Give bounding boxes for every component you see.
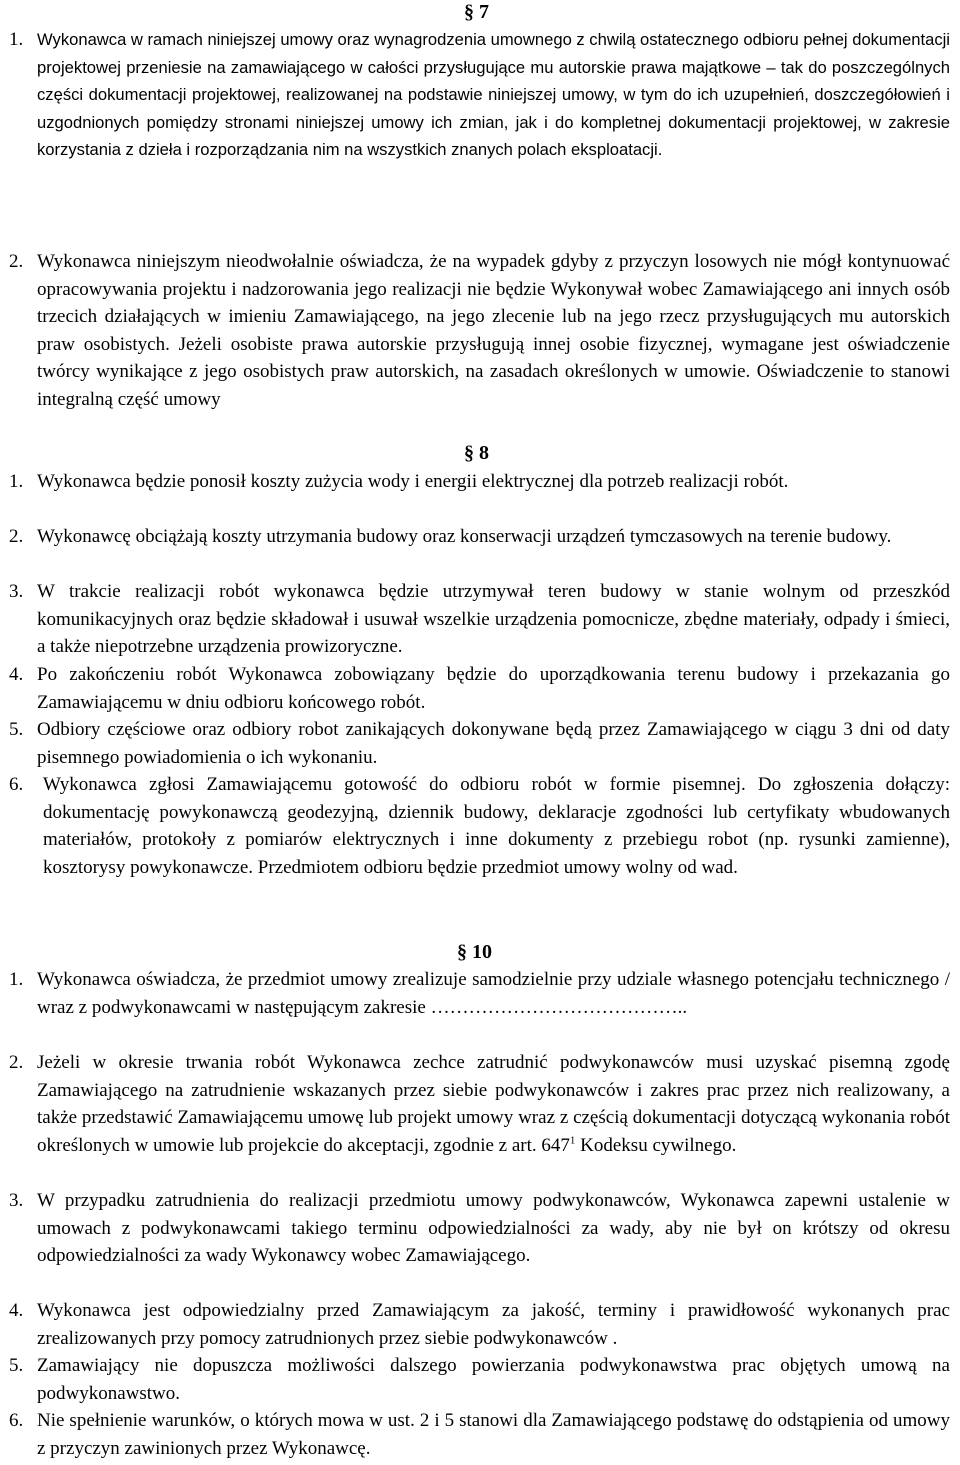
item-text [37,248,950,413]
paragraph-10-3 [9,1187,950,1270]
paragraph-7-1 [9,26,950,164]
item-text-part-b: Jeżeli osobiste prawa autorskie przysługują innej osobie fizycznej, wymagane jest oświadczenie twórcy wynikające z jego osobistych praw autorskich, na zasadach określonych w umowie. [37,333,950,382]
paragraph-10-5 [9,1352,950,1407]
item-text: Wykonawcę obciążają koszty utrzymania budowy oraz konserwacji urządzeń tymczasowych na terenie budowy. [37,526,892,547]
paragraph-8-4 [9,661,950,716]
section-heading-10: § 10 [457,941,492,963]
paragraph-8-5 [9,716,950,771]
item-number: 1. [9,29,24,50]
item-number: 5. [9,719,24,740]
paragraph-7-2 [9,248,950,413]
article-superscript: 1 [569,1134,576,1147]
paragraph-10-2 [9,1049,950,1159]
paragraph-10-6 [9,1407,950,1462]
paragraph-10-4 [9,1297,950,1352]
item-text: W przypadku zatrudnienia do realizacji przedmiotu umowy podwykonawców, Wykonawca zapewni ustalenie w umowach z podwykonawcami takiego terminu odpowiedzialności za wady, aby nie był on krótszy od okresu odpowiedzialności za wady Wykonawcy wobec Zamawiającego. [37,1190,950,1266]
item-number: 2. [9,251,24,272]
item-text [37,1049,950,1159]
item-number: 6. [9,1410,24,1431]
item-number: 5. [9,1355,24,1376]
item-text: Zamawiający nie dopuszcza możliwości dalszego powierzania podwykonawstwa prac objętych umową na podwykonawstwo. [37,1355,950,1404]
item-text: Wykonawca oświadcza, że przedmiot umowy zrealizuje samodzielnie przy udziale własnego potencjału technicznego / wraz z podwykonawcami w następującym zakresie ………………………………….. [37,969,950,1018]
item-text: Po zakończeniu robót Wykonawca zobowiązany będzie do uporządkowania terenu budowy i przekazania go Zamawiającemu w dniu odbioru końcowego robót. [37,664,950,713]
item-number: 1. [9,471,24,492]
item-text: Odbiory częściowe oraz odbiory robot zanikających dokonywane będą przez Zamawiającego w ciągu 3 dni od daty pisemnego powiadomienia o ich wykonaniu. [37,719,950,768]
item-number: 6. [9,774,24,795]
item-text: Nie spełnienie warunków, o których mowa w ust. 2 i 5 stanowi dla Zamawiającego podstawę do odstąpienia od umowy z przyczyn zawinionych przez Wykonawcę. [37,1410,950,1459]
item-text-part-c: Oświadczenie to stanowi integralną część umowy [37,361,951,410]
section-heading-8: § 8 [464,442,489,464]
section-heading-7: § 7 [464,1,489,23]
paragraph-10-1 [9,966,950,1021]
paragraph-8-2 [9,523,950,551]
item-text: W trakcie realizacji robót wykonawca będzie utrzymywał teren budowy w stanie wolnym od przeszkód komunikacyjnych oraz będzie składował i usuwał wszelkie urządzenia pomocnicze, zbędne materiały, odpady i śmieci, a także niepotrzebne urządzenia prowizoryczne. [37,581,950,657]
item-number: 2. [9,1052,24,1073]
item-number: 4. [9,664,24,685]
paragraph-8-6 [9,771,950,881]
item-number: 3. [9,581,24,602]
item-text: Wykonawca zgłosi Zamawiającemu gotowość do odbioru robót w formie pisemnej. Do zgłoszenia dołączy: dokumentację powykonawczą geodezyjną, dziennik budowy, deklaracje zgodności lub certyfikaty wbudowanych materiałów, protokoły z pomiarów elektrycznych i inne dokumenty z przebiegu robot (np. rysunki zamienne), kosztorysy powykonawcze. Przedmiotem odbioru będzie przedmiot umowy wolny od wad. [43,774,950,878]
item-text-part-a: Jeżeli w okresie trwania robót Wykonawca zechce zatrudnić podwykonawców musi uzyskać pisemną zgodę Zamawiającego na zatrudnienie wskazanych przez siebie podwykonawców i zakres prac przez nich realizowany, a także przedstawić Zamawiającemu umowę lub projekt umowy wraz z częścią dokumentacji dotyczącą wykonania robót określonych w umowie lub projekcie do akceptacji, zgodnie z art. 647 [37,1052,950,1156]
paragraph-8-3 [9,578,950,661]
paragraph-8-1 [9,468,950,496]
item-number: 3. [9,1190,24,1211]
item-number: 4. [9,1300,24,1321]
item-text: Wykonawca w ramach niniejszej umowy oraz wynagrodzenia umownego z chwilą ostatecznego odbioru pełnej dokumentacji projektowej przeniesie na zamawiającego w całości przysługujące mu autorskie prawa majątkowe – tak do poszczególnych części dokumentacji projektowej, realizowanej na podstawie niniejszej umowy, w tym do ich uzupełnień, doszczegółowień i uzgodnionych pomiędzy stronami niniejszej umowy ich zmian, jak i do kompletnej dokumentacji projektowej, w zakresie korzystania z dzieła i rozporządzania nim na wszystkich znanych polach eksploatacji. [37,30,950,159]
item-text-part-b: Kodeksu cywilnego. [575,1134,737,1156]
item-number: 2. [9,526,24,547]
item-text-part-a: Wykonawca niniejszym nieodwołalnie oświadcza, że na wypadek gdyby z przyczyn losowych nie mógł kontynuować opracowywania projektu i nadzorowania jego realizacji nie będzie Wykonywał wobec Zamawiającego ani innych osób trzecich działających w imieniu Zamawiającego, na jego zlecenie lub na jego rzecz przysługujących mu autorskich praw osobistych. [37,251,950,355]
item-number: 1. [9,969,24,990]
item-text: Wykonawca jest odpowiedzialny przed Zamawiającym za jakość, terminy i prawidłowość wykonanych prac zrealizowanych przy pomocy zatrudnionych przez siebie podwykonawców . [37,1300,950,1349]
item-text: Wykonawca będzie ponosił koszty zużycia wody i energii elektrycznej dla potrzeb realizacji robót. [37,471,789,492]
